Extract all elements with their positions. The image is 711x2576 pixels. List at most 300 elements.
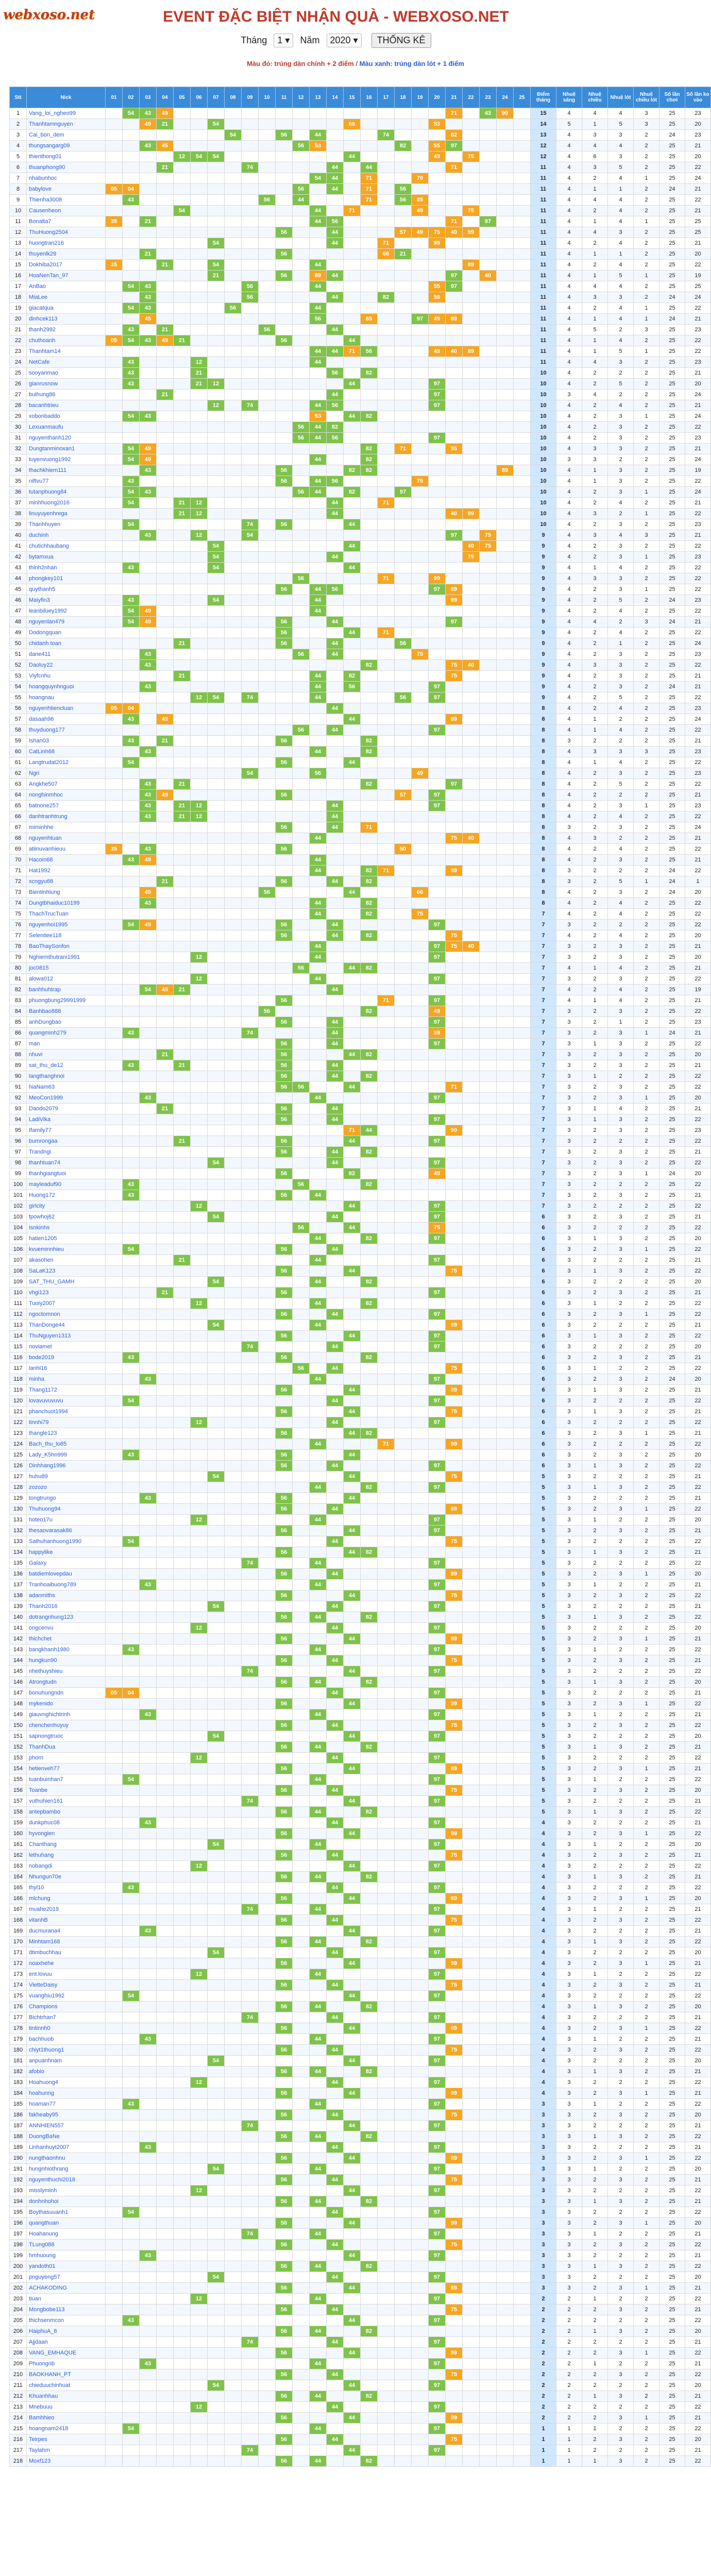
- header-s4: Nhuệ lót: [608, 87, 634, 108]
- day-cell: 44: [344, 379, 361, 389]
- day-cell: [123, 866, 140, 876]
- row-nick[interactable]: lanhl16: [27, 1363, 106, 1374]
- row-nick[interactable]: Bientinhlung: [27, 887, 106, 898]
- row-nick[interactable]: chutichhaubang: [27, 541, 106, 552]
- day-cell: [225, 1028, 242, 1039]
- day-cell: [276, 692, 293, 703]
- row-nick[interactable]: AnBao: [27, 281, 106, 292]
- row-nick[interactable]: buihung86: [27, 389, 106, 400]
- row-nick[interactable]: ThachTrucTuan: [27, 909, 106, 920]
- day-cell: [412, 790, 429, 801]
- day-cell: [514, 1190, 531, 1201]
- row-nick[interactable]: Lady_K5hn999: [27, 1450, 106, 1461]
- row-nick[interactable]: Selenitee118: [27, 930, 106, 941]
- day-cell: [259, 303, 276, 314]
- day-cell: [242, 454, 259, 465]
- day-cell: [140, 703, 157, 714]
- row-nick[interactable]: Dinhhang1996: [27, 1461, 106, 1471]
- row-nick[interactable]: linuyuyenhrega: [27, 509, 106, 519]
- row-nick[interactable]: duchinh: [27, 530, 106, 541]
- day-cell: [463, 1006, 480, 1017]
- day-cell: [514, 638, 531, 649]
- row-nick[interactable]: chuthoanh: [27, 335, 106, 346]
- summary-cell: 2: [634, 833, 659, 844]
- day-cell: [412, 1233, 429, 1244]
- day-cell: [123, 1331, 140, 1342]
- row-stt: 132: [10, 1526, 27, 1536]
- day-cell: [378, 1471, 395, 1482]
- row-nick[interactable]: thinh2nhan: [27, 563, 106, 573]
- row-nick[interactable]: nguyenhtuan: [27, 833, 106, 844]
- row-nick[interactable]: thuanphong90: [27, 162, 106, 173]
- row-nick[interactable]: minha: [27, 1374, 106, 1385]
- row-nick[interactable]: BaoThaySonfon: [27, 941, 106, 952]
- row-nick[interactable]: Thanh2016: [27, 1601, 106, 1612]
- row-nick[interactable]: tuyenvuong1992: [27, 454, 106, 465]
- day-cell: [225, 119, 242, 130]
- row-nick[interactable]: Thanhhuyen: [27, 519, 106, 530]
- day-cell: [225, 757, 242, 768]
- row-nick[interactable]: giacatqua: [27, 303, 106, 314]
- day-cell: 97: [429, 400, 446, 411]
- row-nick[interactable]: hoteo17u: [27, 1515, 106, 1526]
- row-nick[interactable]: Causenheon: [27, 206, 106, 216]
- row-nick[interactable]: dotrangnhung123: [27, 1612, 106, 1623]
- day-cell: [344, 736, 361, 747]
- day-cell: [208, 1147, 225, 1158]
- row-nick[interactable]: leanbiluey1992: [27, 606, 106, 617]
- summary-cell: 11: [531, 303, 556, 314]
- day-cell: [514, 1168, 531, 1179]
- row-nick[interactable]: alowa012: [27, 974, 106, 985]
- day-cell: [140, 1482, 157, 1493]
- day-cell: [208, 433, 225, 444]
- row-nick[interactable]: Banhbao888: [27, 1006, 106, 1017]
- row-nick[interactable]: mayleaduf90: [27, 1179, 106, 1190]
- day-cell: [259, 141, 276, 151]
- row-nick[interactable]: dane411: [27, 649, 106, 660]
- row-nick[interactable]: bumrongaa: [27, 1136, 106, 1147]
- day-cell: 44: [310, 454, 327, 465]
- row-nick[interactable]: dinhcek113: [27, 314, 106, 325]
- row-nick[interactable]: babylove: [27, 184, 106, 195]
- row-nick[interactable]: tpowhoj62: [27, 1212, 106, 1223]
- day-cell: [327, 1428, 344, 1439]
- row-nick[interactable]: nonghinmhoc: [27, 790, 106, 801]
- row-nick[interactable]: CatLinh68: [27, 747, 106, 757]
- row-nick[interactable]: langthanghnoi: [27, 1071, 106, 1082]
- row-nick[interactable]: happylike: [27, 1547, 106, 1558]
- summary-cell: 4: [556, 509, 582, 519]
- day-cell: [225, 1190, 242, 1201]
- day-cell: [242, 552, 259, 563]
- day-cell: [123, 260, 140, 270]
- day-cell: 12: [191, 357, 208, 368]
- summary-cell: 6: [531, 1266, 556, 1277]
- day-cell: [225, 876, 242, 887]
- row-nick[interactable]: tutanphuong84: [27, 487, 106, 498]
- row-nick[interactable]: noviamet: [27, 1342, 106, 1352]
- day-cell: [480, 1233, 497, 1244]
- day-cell: [208, 1363, 225, 1374]
- row-nick[interactable]: Angkhe507: [27, 779, 106, 790]
- row-nick[interactable]: Tranhoaibuong789: [27, 1580, 106, 1590]
- day-cell: [174, 1396, 191, 1406]
- row-nick[interactable]: Tuoiy2007: [27, 1298, 106, 1309]
- row-nick[interactable]: ongcenvu: [27, 1623, 106, 1634]
- row-nick[interactable]: MeoCon1999: [27, 1093, 106, 1104]
- row-nick[interactable]: phuongbung29991999: [27, 995, 106, 1006]
- day-cell: [497, 1363, 514, 1374]
- day-cell: [514, 995, 531, 1006]
- day-cell: [208, 1580, 225, 1590]
- row-nick[interactable]: phongkey101: [27, 573, 106, 584]
- day-cell: [514, 1461, 531, 1471]
- summary-cell: 21: [685, 963, 711, 974]
- row-nick[interactable]: chidanh toan: [27, 638, 106, 649]
- day-cell: 89: [463, 346, 480, 357]
- day-cell: [395, 1352, 412, 1363]
- row-nick[interactable]: thesaovarasak86: [27, 1526, 106, 1536]
- day-cell: [157, 952, 174, 963]
- day-cell: [446, 1039, 463, 1049]
- summary-cell: 22: [685, 1417, 711, 1428]
- day-cell: [191, 963, 208, 974]
- row-nick[interactable]: anhDungbao: [27, 1017, 106, 1028]
- row-nick[interactable]: banhhuhtrap: [27, 985, 106, 995]
- row-nick[interactable]: quythanh5: [27, 584, 106, 595]
- row-nick[interactable]: Lexuanmaufu: [27, 422, 106, 433]
- day-cell: [395, 1287, 412, 1298]
- day-cell: [514, 1212, 531, 1223]
- row-nick[interactable]: sooyanmao: [27, 368, 106, 379]
- day-cell: [480, 476, 497, 487]
- day-cell: [276, 963, 293, 974]
- summary-cell: 4: [556, 768, 582, 779]
- day-cell: [123, 1526, 140, 1536]
- row-nick[interactable]: Thanhtamnguyen: [27, 119, 106, 130]
- day-cell: [259, 1504, 276, 1515]
- day-cell: 56: [276, 920, 293, 930]
- row-nick[interactable]: Maiyfin3: [27, 595, 106, 606]
- row-nick[interactable]: Thienha3008: [27, 195, 106, 206]
- table-row: [10, 811, 711, 822]
- row-stt: 104: [10, 1223, 27, 1233]
- day-cell: 56: [276, 1461, 293, 1471]
- summary-cell: 10: [531, 487, 556, 498]
- summary-cell: 4: [556, 660, 582, 671]
- row-nick[interactable]: Isnkinhs: [27, 1223, 106, 1233]
- row-nick[interactable]: Ishan03: [27, 736, 106, 747]
- day-cell: [293, 216, 310, 227]
- day-cell: [497, 887, 514, 898]
- row-nick[interactable]: nguyenhoi1995: [27, 920, 106, 930]
- row-nick[interactable]: tongtrungo: [27, 1493, 106, 1504]
- summary-cell: 25: [659, 1471, 685, 1482]
- row-nick[interactable]: thungsangarg09: [27, 141, 106, 151]
- day-cell: [157, 638, 174, 649]
- row-nick[interactable]: miminhhe: [27, 822, 106, 833]
- day-cell: [157, 1374, 174, 1385]
- summary-cell: 8: [531, 768, 556, 779]
- row-nick[interactable]: hiaNam63: [27, 1082, 106, 1093]
- row-nick[interactable]: Nghiemthutrani1991: [27, 952, 106, 963]
- row-nick[interactable]: thuyduong177: [27, 725, 106, 736]
- day-cell: [361, 476, 378, 487]
- day-cell: [208, 747, 225, 757]
- table-row: [10, 920, 711, 930]
- day-cell: [191, 941, 208, 952]
- month-select[interactable]: 1 ▾: [274, 33, 293, 47]
- summary-cell: 24: [685, 822, 711, 833]
- row-nick[interactable]: zozozo: [27, 1482, 106, 1493]
- row-nick[interactable]: phanchuot1994: [27, 1406, 106, 1417]
- day-cell: 43: [140, 1093, 157, 1104]
- row-nick[interactable]: tinnhi79: [27, 1417, 106, 1428]
- row-nick[interactable]: Dodongquan: [27, 628, 106, 638]
- stats-button[interactable]: THỐNG KÊ: [371, 33, 431, 48]
- row-nick[interactable]: Thuhuong94: [27, 1504, 106, 1515]
- summary-cell: 2: [582, 1536, 608, 1547]
- row-nick[interactable]: batdiemlovepdau: [27, 1569, 106, 1580]
- day-cell: [344, 1623, 361, 1634]
- row-nick[interactable]: Bonalta7: [27, 216, 106, 227]
- day-cell: [123, 238, 140, 249]
- row-nick[interactable]: ThuHuong2504: [27, 227, 106, 238]
- row-nick[interactable]: thachkhiem111: [27, 465, 106, 476]
- row-nick[interactable]: ThuNguyen1313: [27, 1331, 106, 1342]
- day-cell: 56: [276, 1612, 293, 1623]
- day-cell: [361, 844, 378, 855]
- day-cell: [412, 184, 429, 195]
- year-select[interactable]: 2020 ▾: [327, 33, 362, 47]
- row-nick[interactable]: batnone257: [27, 801, 106, 811]
- row-stt: 22: [10, 335, 27, 346]
- row-nick[interactable]: niftvu77: [27, 476, 106, 487]
- row-nick[interactable]: Viyfcnhu: [27, 671, 106, 682]
- row-nick[interactable]: Thang1172: [27, 1385, 106, 1396]
- row-nick[interactable]: bode2019: [27, 1352, 106, 1363]
- day-cell: [123, 1006, 140, 1017]
- row-nick[interactable]: thuyenlk29: [27, 249, 106, 260]
- row-nick[interactable]: adanmiths: [27, 1590, 106, 1601]
- row-nick[interactable]: kvueminnhieu: [27, 1244, 106, 1255]
- summary-cell: 2: [634, 952, 659, 963]
- row-nick[interactable]: vhgi123: [27, 1287, 106, 1298]
- day-cell: [174, 909, 191, 920]
- row-nick[interactable]: hatien1205: [27, 1233, 106, 1244]
- day-cell: [310, 249, 327, 260]
- day-cell: 75: [429, 227, 446, 238]
- day-cell: [293, 530, 310, 541]
- day-cell: [497, 519, 514, 530]
- day-cell: [259, 1298, 276, 1309]
- row-nick[interactable]: thanh2992: [27, 325, 106, 335]
- day-cell: 44: [310, 584, 327, 595]
- row-nick[interactable]: Dokhiba2017: [27, 260, 106, 270]
- day-cell: 44: [327, 238, 344, 249]
- row-nick[interactable]: thanhgiangtuoi: [27, 1168, 106, 1179]
- row-nick[interactable]: Cai_bon_dem: [27, 130, 106, 141]
- row-nick[interactable]: SAT_THU_GAMH: [27, 1277, 106, 1287]
- row-nick[interactable]: Ngri: [27, 768, 106, 779]
- row-nick[interactable]: Daoluy22: [27, 660, 106, 671]
- day-cell: [140, 1158, 157, 1168]
- day-cell: [480, 303, 497, 314]
- day-cell: [412, 1049, 429, 1060]
- row-nick[interactable]: Dungtanminoxan1: [27, 444, 106, 454]
- row-nick[interactable]: Hat1992: [27, 866, 106, 876]
- day-cell: [429, 108, 446, 119]
- day-cell: [191, 1504, 208, 1515]
- row-stt: 99: [10, 1168, 27, 1179]
- row-nick[interactable]: Huong172: [27, 1190, 106, 1201]
- day-cell: [497, 206, 514, 216]
- day-cell: [157, 1590, 174, 1601]
- day-cell: [361, 379, 378, 389]
- row-nick[interactable]: thienthong01: [27, 151, 106, 162]
- row-nick[interactable]: bytamxua: [27, 552, 106, 563]
- row-nick[interactable]: HoaNenTan_97: [27, 270, 106, 281]
- day-cell: [395, 368, 412, 379]
- day-cell: [225, 552, 242, 563]
- day-cell: [123, 876, 140, 887]
- day-cell: [276, 487, 293, 498]
- row-nick[interactable]: hoangquynhnguoi: [27, 682, 106, 692]
- row-nick[interactable]: thanhtuan74: [27, 1158, 106, 1168]
- day-cell: [259, 454, 276, 465]
- table-row: [10, 1580, 711, 1590]
- row-nick[interactable]: bacanhtrieu: [27, 400, 106, 411]
- day-cell: [123, 747, 140, 757]
- day-cell: [242, 1277, 259, 1287]
- summary-cell: 25: [659, 195, 685, 206]
- day-cell: [378, 119, 395, 130]
- day-cell: [157, 898, 174, 909]
- row-nick[interactable]: girlcity: [27, 1201, 106, 1212]
- day-cell: [480, 811, 497, 822]
- row-stt: 29: [10, 411, 27, 422]
- row-nick[interactable]: atiinuvanhieuu: [27, 844, 106, 855]
- summary-cell: 7: [531, 1158, 556, 1168]
- row-stt: 74: [10, 898, 27, 909]
- site-logo[interactable]: webxoso.net: [3, 7, 95, 23]
- summary-cell: 25: [659, 1406, 685, 1417]
- day-cell: [123, 822, 140, 833]
- day-cell: 43: [140, 682, 157, 692]
- row-nick[interactable]: Bach_thu_lo85: [27, 1439, 106, 1450]
- summary-cell: 7: [531, 1071, 556, 1082]
- day-cell: [395, 130, 412, 141]
- day-cell: [310, 995, 327, 1006]
- row-nick[interactable]: xcngyu68: [27, 876, 106, 887]
- row-nick[interactable]: sat_thu_de12: [27, 1060, 106, 1071]
- row-nick[interactable]: gianrusnow: [27, 379, 106, 389]
- row-nick[interactable]: thangle123: [27, 1428, 106, 1439]
- day-cell: [412, 682, 429, 692]
- day-cell: [242, 1471, 259, 1482]
- day-cell: [208, 249, 225, 260]
- day-cell: [106, 1201, 123, 1212]
- row-nick[interactable]: NetCafe: [27, 357, 106, 368]
- day-cell: [361, 1363, 378, 1374]
- summary-cell: 4: [608, 963, 634, 974]
- summary-cell: 5: [608, 270, 634, 281]
- row-nick[interactable]: Vang_loi_ngheo99: [27, 108, 106, 119]
- summary-cell: 3: [608, 747, 634, 757]
- row-stt: 98: [10, 1158, 27, 1168]
- row-nick[interactable]: xobonbaddo: [27, 411, 106, 422]
- day-cell: [344, 1028, 361, 1039]
- row-nick[interactable]: Langtrudat2012: [27, 757, 106, 768]
- row-nick[interactable]: Ifamily77: [27, 1125, 106, 1136]
- day-cell: [361, 552, 378, 563]
- row-nick[interactable]: nguyenhtiencluan: [27, 703, 106, 714]
- row-nick[interactable]: Dungtbhaiduc10199: [27, 898, 106, 909]
- row-nick[interactable]: ngoctomnon: [27, 1309, 106, 1320]
- row-nick[interactable]: MiaLee: [27, 292, 106, 303]
- row-nick[interactable]: Trandngi: [27, 1147, 106, 1158]
- day-cell: [395, 779, 412, 790]
- row-nick[interactable]: ThanDonge44: [27, 1320, 106, 1331]
- summary-cell: 4: [556, 833, 582, 844]
- summary-cell: 3: [556, 1017, 582, 1028]
- day-cell: [497, 844, 514, 855]
- row-nick[interactable]: nhabunhoc: [27, 173, 106, 184]
- row-nick[interactable]: akasohen: [27, 1255, 106, 1266]
- summary-cell: 11: [531, 281, 556, 292]
- row-nick[interactable]: joc0815: [27, 963, 106, 974]
- row-nick[interactable]: danhtranhtrung: [27, 811, 106, 822]
- row-nick[interactable]: Hacoin68: [27, 855, 106, 866]
- summary-cell: 11: [531, 335, 556, 346]
- day-cell: [412, 1493, 429, 1504]
- summary-cell: 2: [634, 1158, 659, 1168]
- day-cell: [157, 909, 174, 920]
- day-cell: [344, 368, 361, 379]
- summary-cell: 1: [582, 335, 608, 346]
- row-nick[interactable]: hoangnau: [27, 692, 106, 703]
- row-nick[interactable]: dasaah96: [27, 714, 106, 725]
- day-cell: [378, 801, 395, 811]
- day-cell: [242, 433, 259, 444]
- row-nick[interactable]: nguyenthanh120: [27, 433, 106, 444]
- day-cell: [514, 173, 531, 184]
- row-nick[interactable]: minhhuong2016: [27, 498, 106, 509]
- day-cell: 44: [310, 855, 327, 866]
- day-cell: [497, 1179, 514, 1190]
- row-nick[interactable]: nhuvi: [27, 1049, 106, 1060]
- row-nick[interactable]: Daodo2079: [27, 1104, 106, 1114]
- row-nick[interactable]: huongtran216: [27, 238, 106, 249]
- row-nick[interactable]: LadiVika: [27, 1114, 106, 1125]
- row-nick[interactable]: Galaxy: [27, 1558, 106, 1569]
- day-cell: [412, 1612, 429, 1623]
- row-nick[interactable]: SaLaK123: [27, 1266, 106, 1277]
- day-cell: 04: [123, 184, 140, 195]
- table-row: [10, 270, 711, 281]
- row-nick[interactable]: man: [27, 1039, 106, 1049]
- summary-cell: 25: [659, 1277, 685, 1287]
- row-nick[interactable]: quangminh279: [27, 1028, 106, 1039]
- row-nick[interactable]: lovavuvuvuvu: [27, 1396, 106, 1406]
- row-nick[interactable]: nguyenlan479: [27, 617, 106, 628]
- row-nick[interactable]: Sathuhanhuong1990: [27, 1536, 106, 1547]
- row-nick[interactable]: huhu89: [27, 1471, 106, 1482]
- day-cell: [174, 757, 191, 768]
- row-nick[interactable]: thichchet: [27, 1634, 106, 1645]
- row-nick[interactable]: Thanhtam14: [27, 346, 106, 357]
